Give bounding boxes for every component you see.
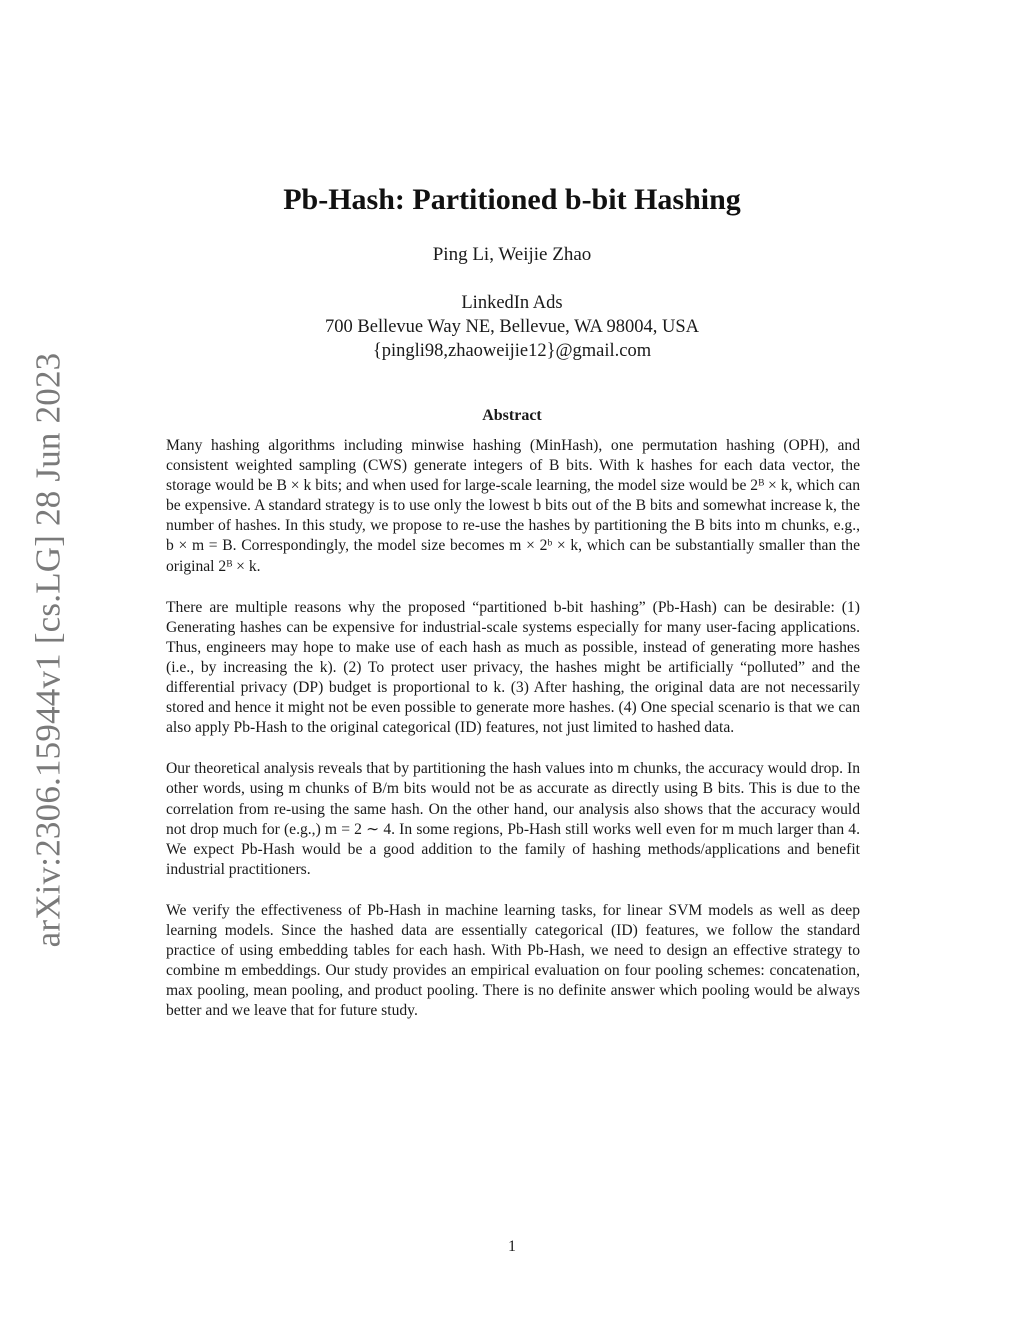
author-affiliation bbox=[0, 291, 1024, 363]
abstract-body bbox=[166, 436, 860, 1042]
abstract-paragraph: Our theoretical analysis reveals that by partitioning the hash values into m chunks, the accuracy would drop. In other words, using m chunks of B/m bits would not be as accurate as directly using B bits. This is due to the correlation from re-using the same hash. On the other hand, our analysis also shows that the accuracy would not drop much for (e.g.,) m = 2 ∼ 4. In some regions, Pb-Hash still works well even for m much larger than 4. We expect Pb-Hash would be a good addition to the family of hashing methods/applications and benefit industrial practitioners. bbox=[166, 760, 860, 878]
abstract-paragraph: We verify the effectiveness of Pb-Hash in machine learning tasks, for linear SVM models as well as deep learning models. Since the hashed data are essentially categorical (ID) features, we follow the standard practice of using embedding tables for each hash. With Pb-Hash, we need to design an effective strategy to combine m embeddings. Our study provides an empirical evaluation on four pooling schemes: concatenation, max pooling, mean pooling, and product pooling. There is no definite answer which pooling would be always better and we leave that for future study. bbox=[166, 901, 860, 1020]
paper-authors: Ping Li, Weijie Zhao bbox=[432, 244, 592, 265]
affiliation-org: LinkedIn Ads bbox=[461, 293, 563, 313]
page-number: 1 bbox=[508, 1238, 516, 1255]
abstract-paragraph: Many hashing algorithms including minwise hashing (MinHash), one permutation hashing (OPH), and consistent weighted sampling (CWS) generate integers of B bits. With k hashes for each data vector, the storage would be B × k bits; and when used for large-scale learning, the model size would be 2ᴮ × k, which can be expensive. A standard strategy is to use only the lowest b bits out of the B bits and somewhat increase k, the number of hashes. In this study, we propose to re-use the hashes by partitioning the B bits into m chunks, e.g., b × m = B. Correspondingly, the model size becomes m × 2ᵇ × k, which can be substantially smaller than the original 2ᴮ × k. bbox=[166, 437, 860, 575]
paper-title: Pb-Hash: Partitioned b-bit Hashing bbox=[283, 183, 741, 216]
abstract-paragraph: There are multiple reasons why the proposed “partitioned b-bit hashing” (Pb-Hash) can be desirable: (1) Generating hashes can be expensive for industrial-scale systems especially for many user-facing applications. Thus, engineers may hope to make use of each hash as much as possible, instead of generating more hashes (i.e., by increasing the k). (2) To protect user privacy, the hashes might be artificially “polluted” and the differential privacy (DP) budget is proportional to k. (3) After hashing, the original data are not necessarily stored and hence it might not be even possible to generate more hashes. (4) One special scenario is that we can also apply Pb-Hash to the original categorical (ID) features, not just limited to hashed data. bbox=[166, 598, 860, 737]
abstract-heading: Abstract bbox=[482, 407, 542, 424]
affiliation-address: 700 Bellevue Way NE, Bellevue, WA 98004, USA bbox=[325, 317, 699, 337]
affiliation-email: {pingli98,zhaoweijie12}@gmail.com bbox=[372, 341, 652, 361]
arxiv-identifier-text: arXiv:2306.15944v1 [cs.LG] 28 Jun 2023 bbox=[28, 352, 68, 948]
arxiv-identifier-stamp bbox=[28, 352, 68, 948]
